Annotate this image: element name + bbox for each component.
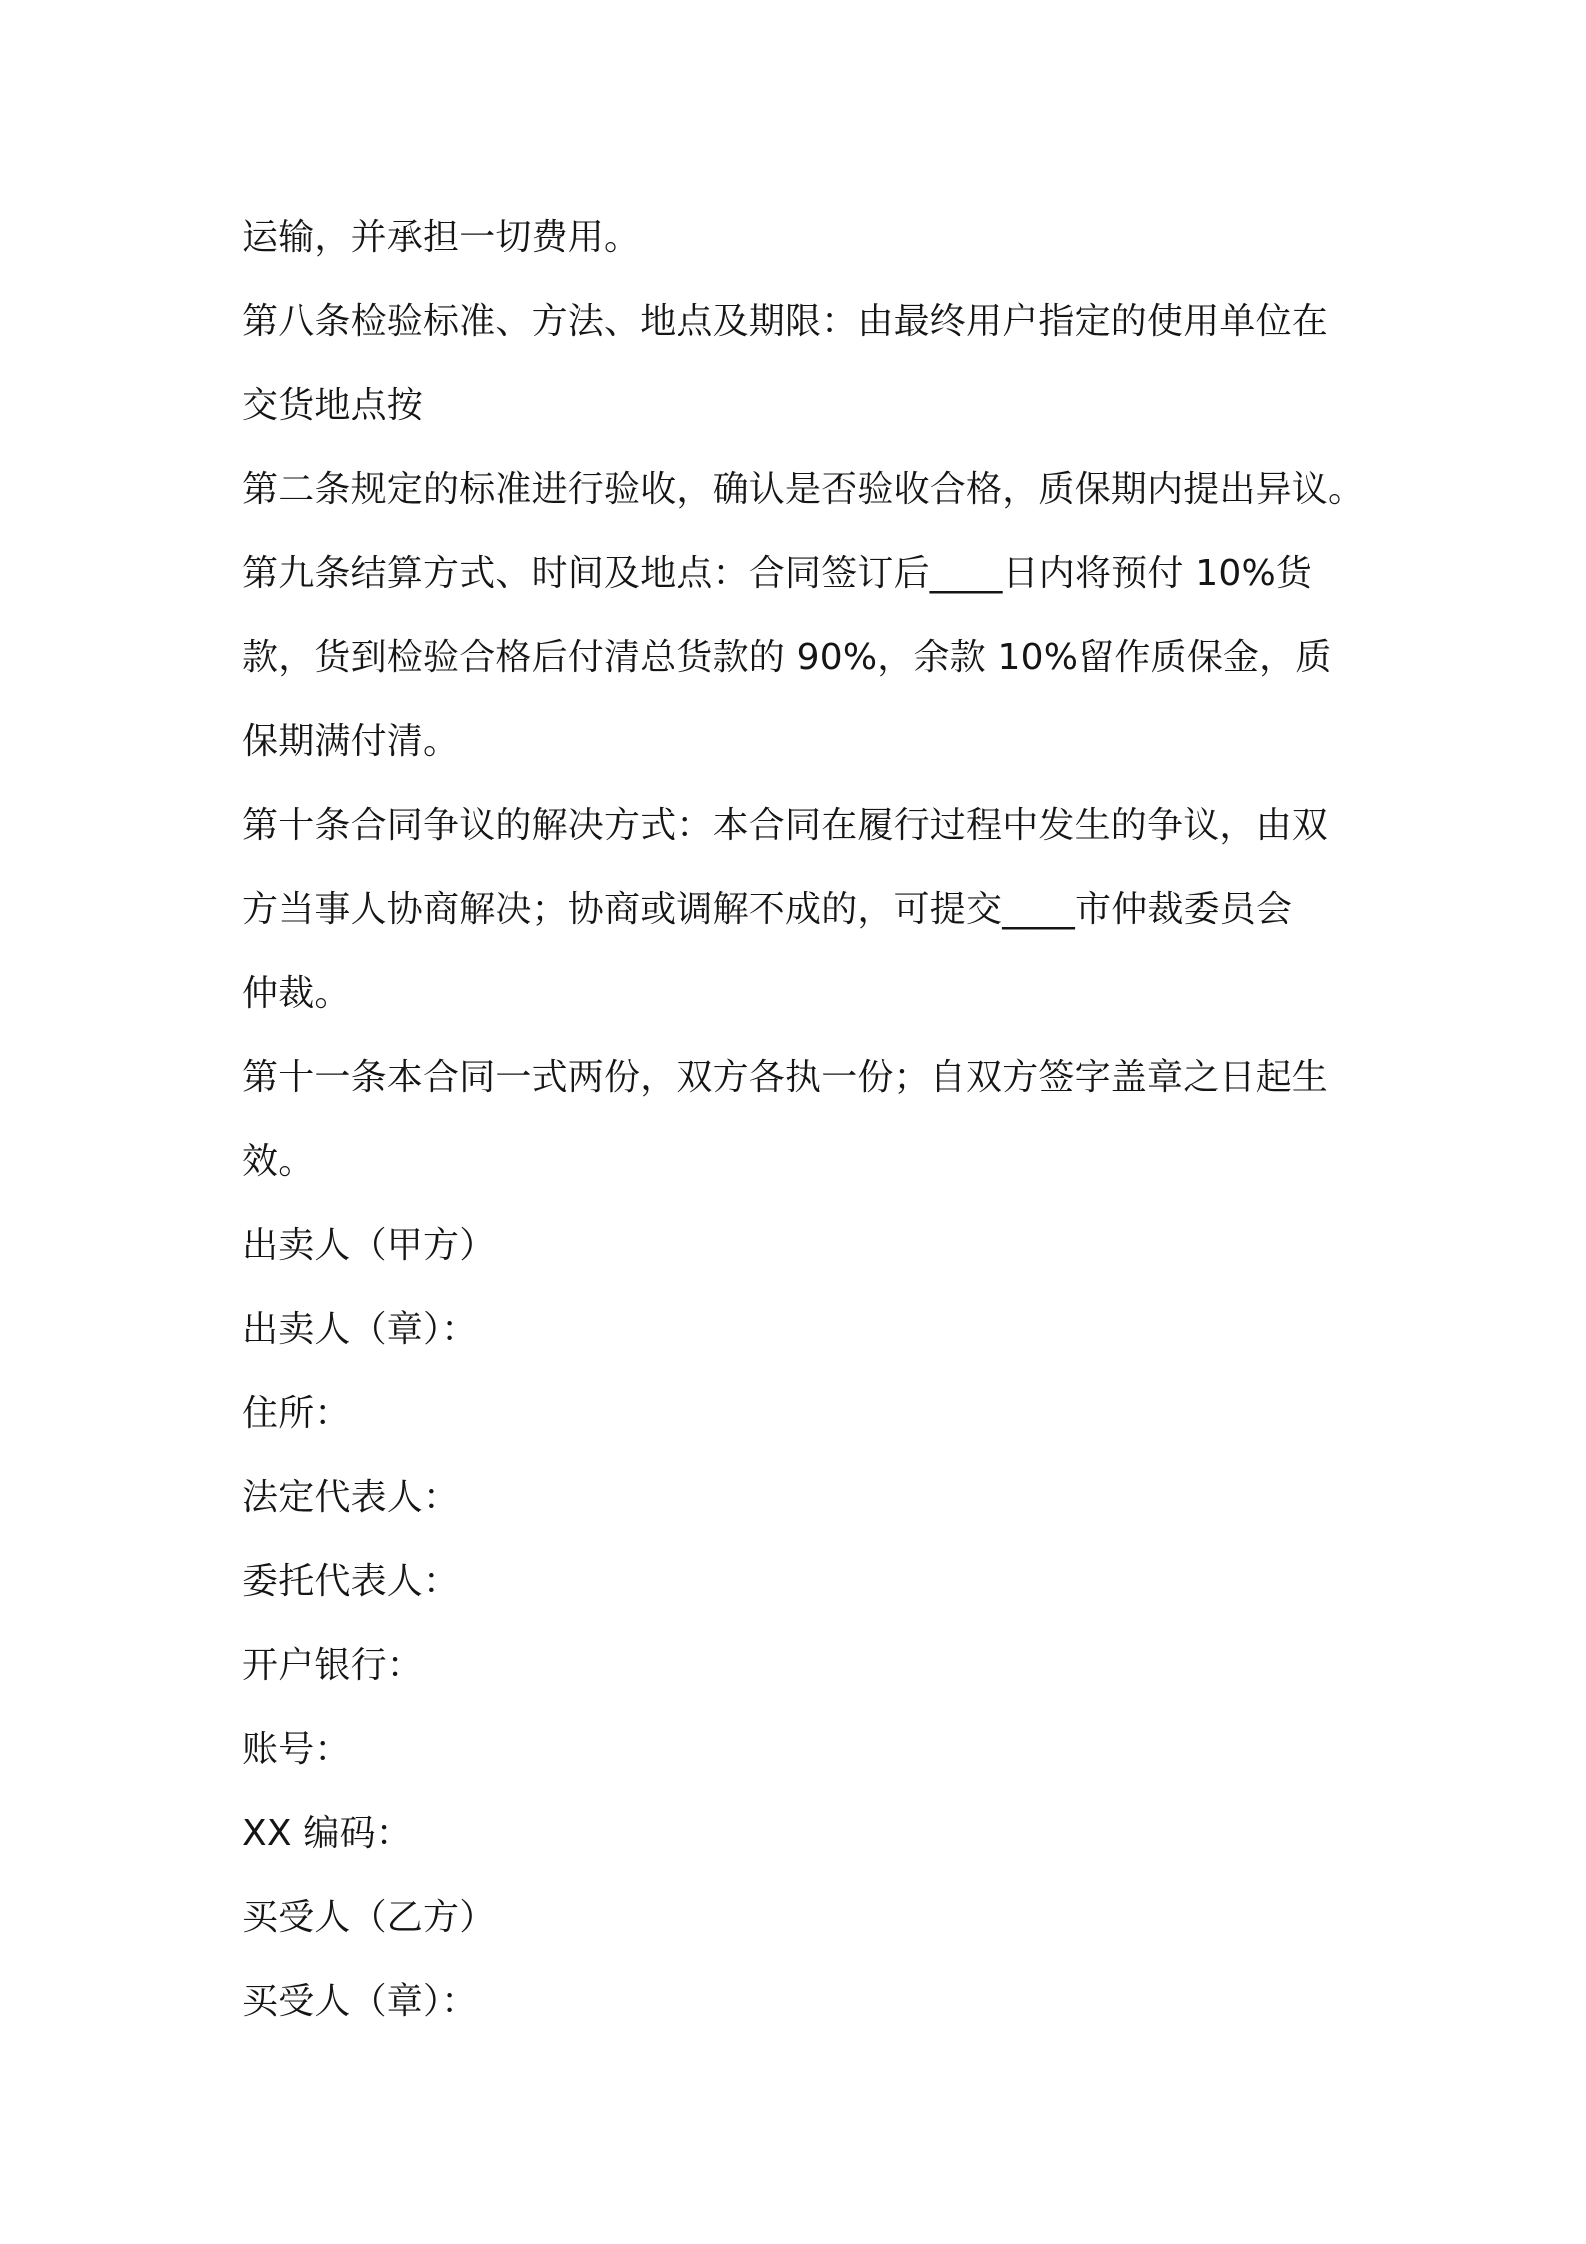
text-line: 仲裁。	[242, 973, 351, 1014]
signature-field-account: 账号：	[242, 1729, 351, 1770]
signature-heading-seller: 出卖人（甲方）	[242, 1225, 496, 1266]
text-line: 方当事人协商解决；协商或调解不成的，可提交____市仲裁委员会	[242, 889, 1293, 930]
text-line: 第十条合同争议的解决方式：本合同在履行过程中发生的争议，由双	[242, 805, 1329, 846]
text-line: 第八条检验标准、方法、地点及期限：由最终用户指定的使用单位在	[242, 301, 1329, 342]
contract-text	[242, 196, 1365, 2044]
signature-field-authorized-representative: 委托代表人：	[242, 1561, 460, 1602]
text-line: 交货地点按	[242, 385, 424, 426]
signature-heading-buyer: 买受人（乙方）	[242, 1897, 496, 1938]
signature-field-code: XX 编码：	[242, 1813, 412, 1854]
signature-field-legal-representative: 法定代表人：	[242, 1477, 460, 1518]
signature-field-bank: 开户银行：	[242, 1645, 424, 1686]
signature-field-address: 住所：	[242, 1393, 351, 1434]
text-line: 效。	[242, 1141, 315, 1182]
signature-field-buyer-seal: 买受人（章）：	[242, 1981, 478, 2022]
signature-field-seller-seal: 出卖人（章）：	[242, 1309, 478, 1350]
text-line: 款，货到检验合格后付清总货款的 90%，余款 10%留作质保金，质	[242, 637, 1332, 678]
text-line: 第十一条本合同一式两份，双方各执一份；自双方签字盖章之日起生	[242, 1057, 1329, 1098]
text-line: 运输，并承担一切费用。	[242, 217, 641, 258]
text-line: 第二条规定的标准进行验收，确认是否验收合格，质保期内提出异议。	[242, 469, 1365, 510]
text-line: 第九条结算方式、时间及地点：合同签订后____日内将预付 10%货	[242, 553, 1313, 594]
text-line: 保期满付清。	[242, 721, 460, 762]
